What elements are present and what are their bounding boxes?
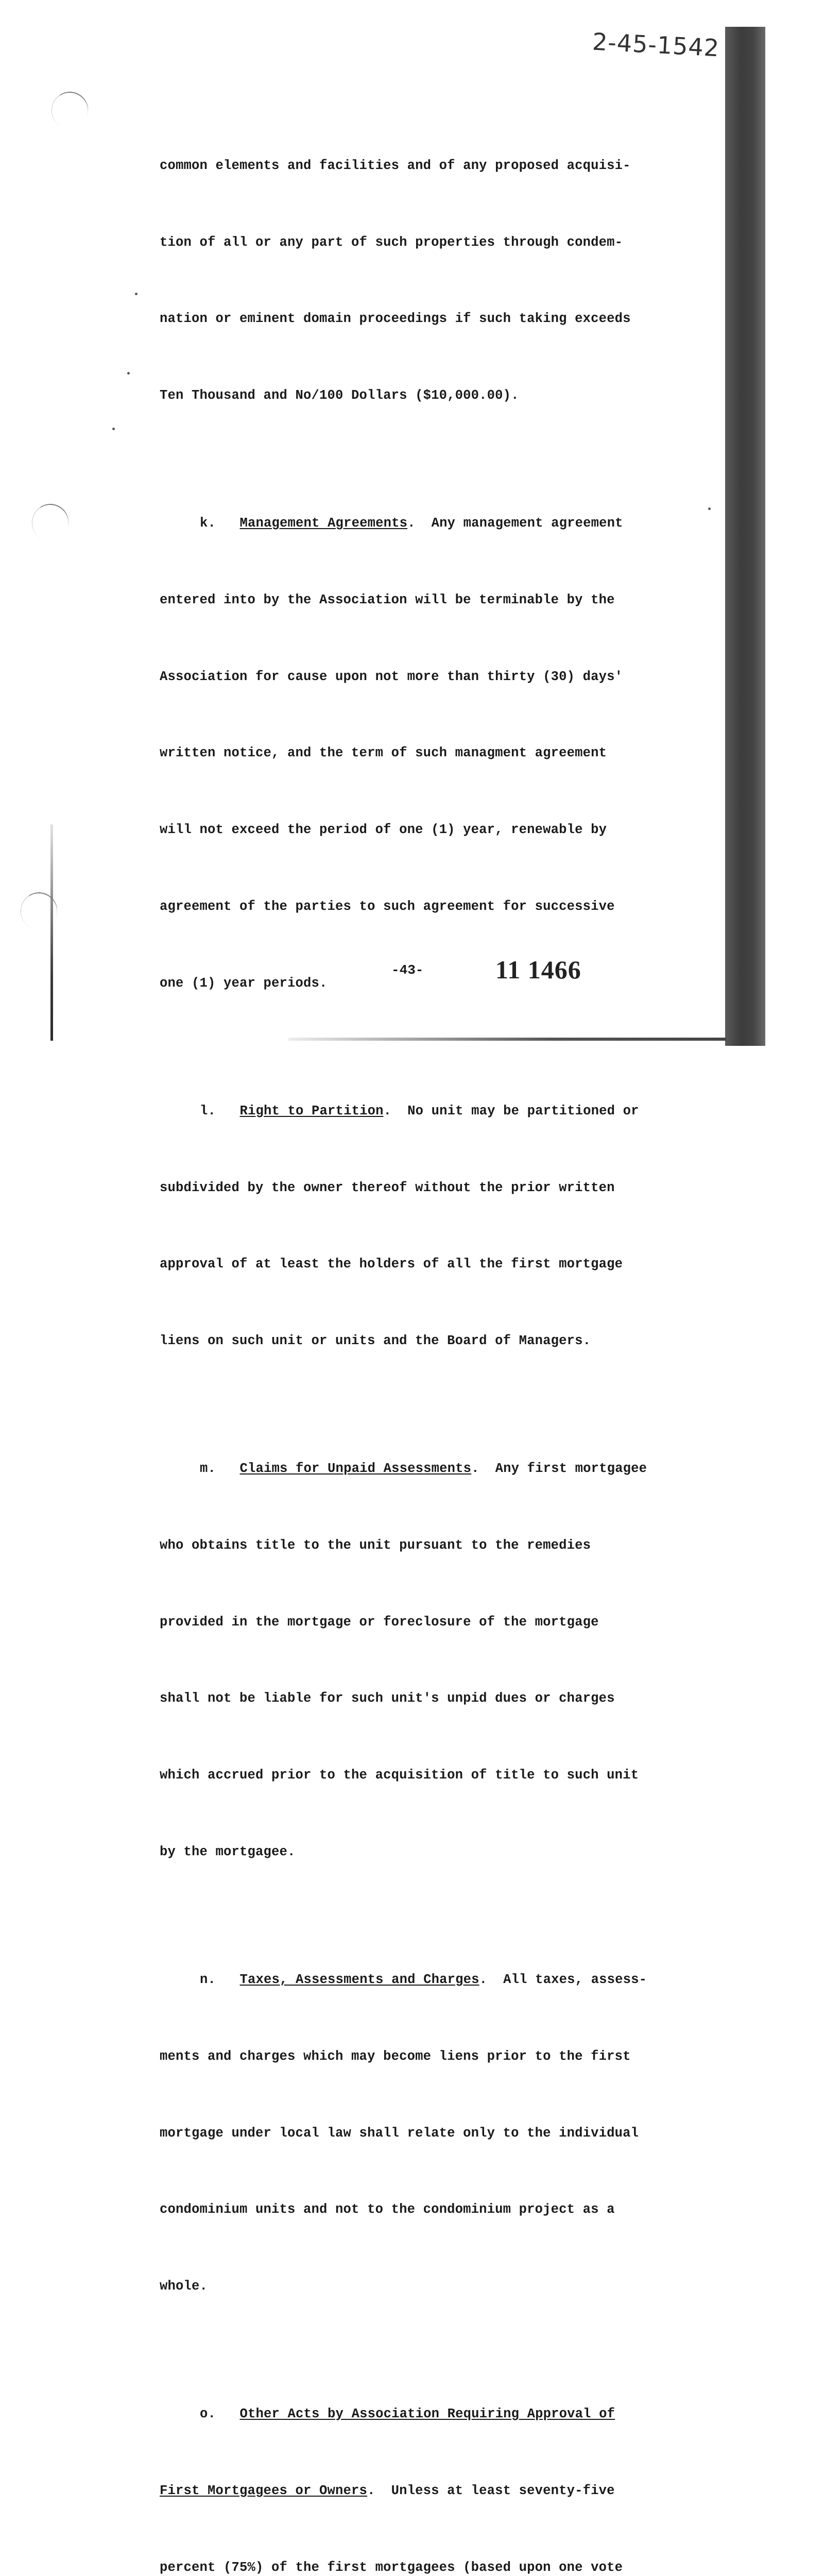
paragraph-letter: n. — [200, 1972, 216, 1987]
text-fragment: . Any first mortgagee — [471, 1461, 647, 1477]
document-number: 2-45-1542 — [591, 27, 720, 62]
section-heading: Claims for Unpaid Assessments — [239, 1461, 472, 1477]
punch-hole-mark — [15, 887, 62, 935]
document-body — [160, 76, 654, 2576]
paragraph-letter: l. — [200, 1103, 216, 1118]
paragraph-k-heading-line — [160, 511, 654, 536]
text-fragment: . All taxes, assess- — [479, 1972, 647, 1987]
paragraph-m-heading-line — [160, 1456, 654, 1482]
text-line: Association for cause upon not more than thirty (30) days' — [160, 669, 623, 684]
text-fragment: . Unless at least seventy-five — [367, 2483, 615, 2498]
text-line: subdivided by the owner thereof without the prior written — [160, 1180, 615, 1195]
scan-speck — [708, 507, 711, 510]
text-line: condominium units and not to the condominium project as a — [160, 2202, 615, 2217]
paragraph-n-heading-line — [160, 1967, 654, 1993]
paragraph-l-heading-line — [160, 1098, 654, 1124]
text-line: liens on such unit or units and the Board of Managers. — [160, 1333, 591, 1349]
scan-speck — [135, 293, 138, 295]
scan-speck — [112, 428, 115, 430]
section-heading-continued: First Mortgagees or Owners — [160, 2483, 368, 2498]
text-line: approval of at least the holders of all the first mortgage — [160, 1257, 623, 1272]
section-heading: Other Acts by Association Requiring Approval of — [239, 2406, 615, 2422]
scan-edge-right — [725, 27, 765, 1046]
text-line: written notice, and the term of such managment agreement — [160, 745, 607, 761]
text-line: common elements and facilities and of any proposed acquisi- — [160, 158, 631, 173]
paragraph-letter: m. — [200, 1461, 216, 1477]
page-number: -43- — [391, 962, 424, 978]
section-heading: Right to Partition — [239, 1103, 384, 1118]
paragraph-letter: k. — [200, 516, 216, 531]
text-line: which accrued prior to the acquisition of title to such unit — [160, 1768, 639, 1783]
text-line: by the mortgagee. — [160, 1844, 296, 1859]
text-line: ments and charges which may become liens prior to the first — [160, 2048, 631, 2064]
text-line: who obtains title to the unit pursuant to the remedies — [160, 1537, 591, 1553]
section-heading: Taxes, Assessments and Charges — [239, 1972, 479, 1987]
text-line: entered into by the Association will be terminable by the — [160, 592, 615, 607]
text-line: provided in the mortgage or foreclosure of the mortgage — [160, 1614, 599, 1630]
text-line: shall not be liable for such unit's unpid dues or charges — [160, 1691, 615, 1706]
text-line: will not exceed the period of one (1) year, renewable by — [160, 822, 607, 838]
text-line: whole. — [160, 2279, 208, 2294]
scan-edge-left — [50, 824, 53, 1041]
scan-speck — [127, 372, 130, 375]
punch-hole-mark — [27, 499, 74, 546]
section-heading: Management Agreements — [239, 516, 408, 531]
paragraph-letter: o. — [200, 2406, 216, 2422]
punch-hole-mark — [46, 87, 93, 134]
text-line: one (1) year periods. — [160, 975, 328, 991]
text-line: nation or eminent domain proceedings if such taking exceeds — [160, 311, 631, 327]
text-line: Ten Thousand and No/100 Dollars ($10,000.00). — [160, 388, 519, 403]
paragraph-o-heading-line — [160, 2401, 654, 2427]
text-line: percent (75%) of the first mortgagees (based upon one vote — [160, 2560, 623, 2575]
book-page-stamp: 11 1466 — [495, 955, 581, 984]
paragraph-o-heading-line-2 — [160, 2478, 654, 2504]
text-fragment: . No unit may be partitioned or — [383, 1103, 639, 1118]
text-line: tion of all or any part of such properties through condem- — [160, 234, 623, 250]
text-fragment: . Any management agreement — [407, 516, 623, 531]
text-line: agreement of the parties to such agreement for successive — [160, 899, 615, 914]
text-line: mortgage under local law shall relate only to the individual — [160, 2125, 639, 2141]
